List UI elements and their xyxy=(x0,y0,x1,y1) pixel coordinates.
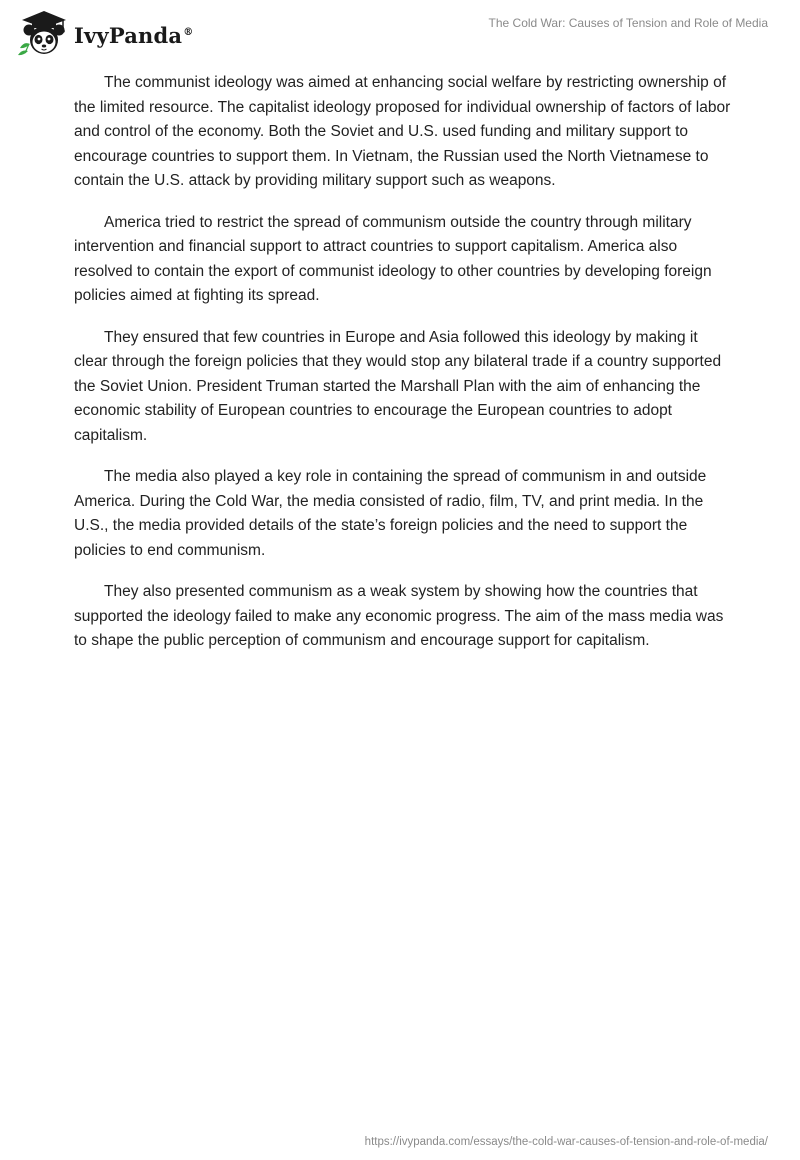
document-title: The Cold War: Causes of Tension and Role of Media xyxy=(488,16,768,30)
source-url-link[interactable]: https://ivypanda.com/essays/the-cold-war-causes-of-tension-and-role-of-media/ xyxy=(364,1136,768,1148)
paragraph-3: They ensured that few countries in Europe and Asia followed this ideology by making it clear through the foreign policies that they would stop any bilateral trade if a country supported the Soviet Union. President Truman started the Marshall Plan with the aim of enhancing the economic stability of European countries to encourage the European countries to adopt capitalism. xyxy=(74,328,722,444)
panda-graduate-icon xyxy=(14,8,70,58)
paragraph-1: The communist ideology was aimed at enhancing social welfare by restricting ownership of the limited resource. The capitalist ideology proposed for individual ownership of factors of labor and control of the economy. Both the Soviet and U.S. used funding and military support to encourage countries to support them. In Vietnam, the Russian used the North Vietnamese to contain the U.S. attack by providing military support such as weapons. xyxy=(74,74,731,189)
brand-logo[interactable] xyxy=(14,8,193,58)
page-header xyxy=(0,0,800,64)
paragraph-2: America tried to restrict the spread of communism outside the country through military intervention and financial support to attract countries to support capitalism. America also resolved to contain the export of communist ideology to other countries by developing foreign policies aimed at fighting its spread. xyxy=(74,213,712,304)
essay-body xyxy=(74,71,734,671)
paragraph-4: The media also played a key role in containing the spread of communism in and outside America. During the Cold War, the media consisted of radio, film, TV, and print media. In the U.S., the media provided details of the state’s foreign policies and the need to support the policies to end communism. xyxy=(74,468,707,559)
paragraph-5: They also presented communism as a weak system by showing how the countries that supported the ideology failed to make any economic progress. The aim of the mass media was to shape the public perception of communism and encourage support for capitalism. xyxy=(74,583,724,649)
brand-name: IvyPanda® xyxy=(74,22,194,48)
